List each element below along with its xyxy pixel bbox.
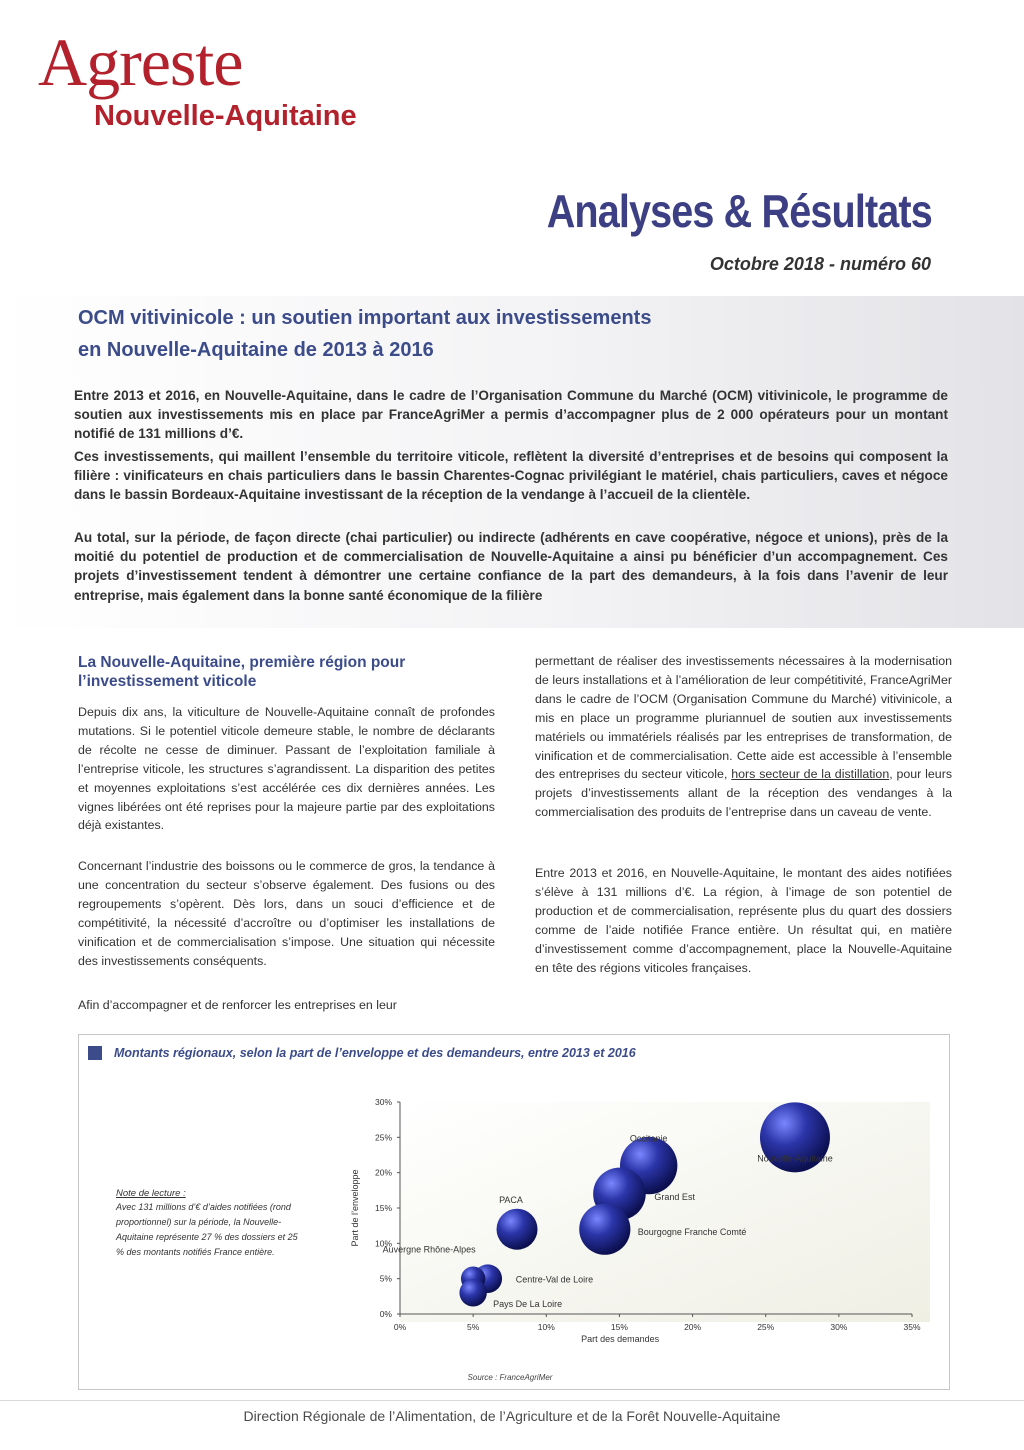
bubble-pays-de-la-loire: [459, 1279, 486, 1306]
chart-source: Source : FranceAgriMer: [467, 1373, 553, 1382]
section-heading: La Nouvelle-Aquitaine, première région pour l’investissement viticole: [78, 654, 406, 690]
y-axis-label: Part de l’enveloppe: [350, 1169, 360, 1247]
article-title-line-1: OCM vitivinicole : un soutien important aux investissements: [78, 307, 652, 329]
bubble-label: Bourgogne Franche Comté: [637, 1227, 747, 1238]
x-tick-label: 0%: [393, 1322, 407, 1332]
body-text: permettant de réaliser des investissements nécessaires à la modernisation de leurs installations et à l’amélioration de leur compétitivité, FranceAgriMer dans le cadre de l’OCM (Organisation Commune du Marché) vitivinicole, a mis en place un programme pluriannuel de soutien aux investissements matériels ou immatériels réalisés par les entreprises de transformation, de vinification et de commercialisation. Cette aide est accessible à l’ensemble des entreprises du secteur viticole,: [535, 654, 952, 782]
y-tick-label: 10%: [374, 1238, 392, 1249]
bubble-paca: [497, 1209, 538, 1250]
body-paragraph: Depuis dix ans, la viticulture de Nouvelle-Aquitaine connaît de profondes mutations. Si le potentiel viticole demeure stable, le nombre de déclarants de récolte ne cesse de diminuer. Passant de l’exploitation familiale à l’entreprise viticole, les structures s’agrandissent. La disparition des petites et moyennes exploitations s’est accélérée ces dix dernières années. Les vignes libérées ont été reprises pour la majeure partie par des exploitations déjà existantes.: [78, 705, 495, 833]
y-tick-label: 15%: [374, 1203, 392, 1213]
y-tick-label: 20%: [374, 1167, 392, 1178]
article-title-line-2: en Nouvelle-Aquitaine de 2013 à 2016: [78, 339, 434, 361]
body-paragraph: Afin d’accompagner et de renforcer les entreprises en leur: [78, 998, 397, 1012]
x-tick-label: 25%: [757, 1322, 775, 1332]
bubble-label: Grand Est: [654, 1191, 695, 1202]
x-tick-label: 5%: [466, 1322, 480, 1332]
bubble-label: Nouvelle-Aquitaine: [757, 1153, 833, 1164]
bubble-bourgogne-franche-comt-: [579, 1204, 630, 1255]
y-tick-label: 30%: [374, 1097, 392, 1107]
bubble-label: Pays De La Loire: [493, 1298, 563, 1309]
y-tick-label: 5%: [379, 1273, 392, 1284]
reading-note-heading: Note de lecture :: [116, 1188, 186, 1199]
brand-logo: Agreste: [38, 24, 243, 100]
bubble-label: Auvergne Rhône-Alpes: [382, 1244, 476, 1255]
y-tick-label: 0%: [379, 1309, 392, 1319]
brand-region: Nouvelle-Aquitaine: [94, 100, 357, 132]
body-paragraph: Entre 2013 et 2016, en Nouvelle-Aquitaine, le montant des aides notifiées s’élève à 131 millions d’€. La région, à l’image de son potentiel de production et de commercialisation, représente plus du quart des dossiers comme de l’aide notifiée France entière. Un résultat qui, en matière d’investissement comme d’accompagnement, place la Nouvelle-Aquitaine en tête des régions viticoles françaises.: [535, 866, 952, 975]
body-paragraph: Concernant l’industrie des boissons ou le commerce de gros, la tendance à une concentration du secteur s’observe également. Des fusions ou des regroupements s’opèrent. Dès lors, dans un souci d’efficience et de compétitivité, la nécessité d’accroître ou d’optimiser les installations de vinification et de commercialisation s’impose. Une situation qui nécessite des investissements conséquents.: [78, 859, 495, 968]
publication-series: Analyses & Résultats: [546, 185, 932, 237]
body-text: , pour leurs projets d’investissements allant de la réception des vendanges à la commercialisation des produits de l’entreprise dans un caveau de vente.: [535, 767, 953, 820]
bubble-label: Centre-Val de Loire: [515, 1274, 594, 1285]
chart-title: Montants régionaux, selon la part de l’enveloppe et des demandeurs, entre 2013 et 2016: [114, 1046, 636, 1060]
reading-note-text: Avec 131 millions d’€ d’aides notifiées (rond proportionnel) sur la période, la Nouvelle-Aquitaine représente 27 % des dossiers et 25 % des montants notifiés France entière.: [116, 1202, 298, 1257]
footer-divider: [0, 1400, 1024, 1401]
footer-text: Direction Régionale de l’Alimentation, de l’Agriculture et de la Forêt Nouvelle-Aquitaine: [243, 1408, 781, 1424]
x-tick-label: 30%: [830, 1322, 848, 1332]
summary-paragraph: Au total, sur la période, de façon directe (chai particulier) ou indirecte (adhérents en cave coopérative, négoce et unions), près de la moitié du potentiel de production et de commercialisation de Nouvelle-Aquitaine a ainsi pu bénéficier d’un accompagnement. Ces projets d’investissement tendent à démontrer une certaine confiance de la part des demandeurs, à la fois dans l’avenir de leur entreprise, mais également dans la bonne santé économique de la filière: [74, 530, 948, 603]
bubble-label: Occitanie: [629, 1133, 668, 1144]
x-tick-label: 15%: [610, 1322, 628, 1332]
x-tick-label: 20%: [684, 1322, 702, 1332]
distillation-exclusion-link: hors secteur de la distillation: [731, 767, 890, 782]
bubble-label: PACA: [499, 1195, 523, 1206]
y-tick-label: 25%: [374, 1132, 392, 1143]
body-paragraph: [535, 652, 952, 822]
summary-paragraph: Entre 2013 et 2016, en Nouvelle-Aquitaine, dans le cadre de l’Organisation Commune du Marché (OCM) vitivinicole, le programme de soutien aux investissements mis en place par FranceAgriMer a permis d’accompagner plus de 2 000 opérateurs pour un montant notifié de 131 millions d’€.: [74, 388, 948, 442]
x-tick-label: 10%: [537, 1322, 555, 1332]
issue-date: Octobre 2018 - numéro 60: [709, 254, 931, 274]
summary-paragraph: Ces investissements, qui maillent l’ensemble du territoire viticole, reflètent la diversité d’entreprises et de besoins qui composent la filière : vinificateurs en chais particuliers dans le bassin Charentes-Cognac privilégiant le matériel, chais particuliers, caves et négoce dans le bassin Bordeaux-Aquitaine investissant de la réception de la vendange à l’accueil de la clientèle.: [74, 449, 948, 503]
x-axis-label: Part des demandes: [581, 1334, 660, 1344]
chart-title-marker: [88, 1046, 102, 1060]
bubble-chart: [330, 1088, 930, 1358]
x-tick-label: 35%: [903, 1322, 921, 1332]
